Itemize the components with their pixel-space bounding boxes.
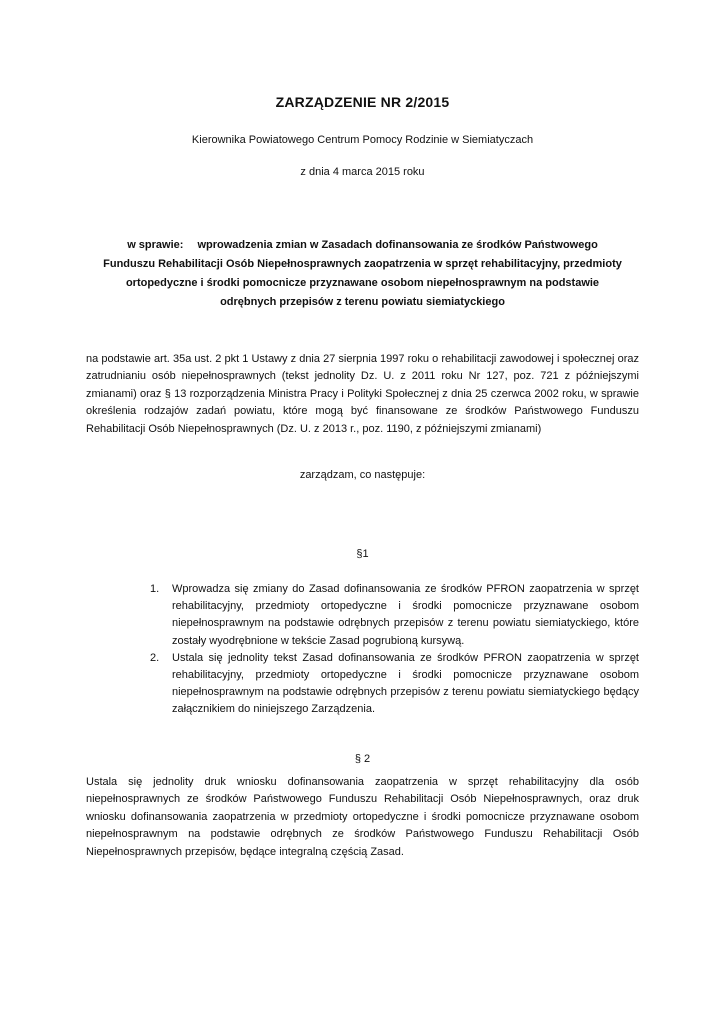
date-line: z dnia 4 marca 2015 roku: [300, 166, 425, 178]
section-1-list: [150, 581, 639, 719]
list-item-number: 1.: [150, 583, 160, 595]
list-item: [150, 650, 639, 719]
document-title: ZARZĄDZENIE NR 2/2015: [275, 94, 450, 110]
section-2-paragraph: Ustala się jednolity druk wniosku dofinansowania zaopatrzenia w sprzęt rehabilitacyjny dla osób niepełnosprawnych ze środków Państwowego Funduszu Rehabilitacji Osób Niepełnosprawnych, oraz druk wniosku dofinansowania zaopatrzenia w przedmioty ortopedyczne i środki pomocnicze przyznawane osobom niepełnosprawnym na podstawie odrębnych ze środków Państwowego Funduszu Rehabilitacji Osób Niepełnosprawnych przepisów, będące integralną częścią Zasad.: [86, 776, 639, 858]
subject-text: wprowadzenia zmian w Zasadach dofinansowania ze środków Państwowego Funduszu Rehabilitacji Osób Niepełnosprawnych zaopatrzenia w sprzęt rehabilitacyjny, przedmioty ortopedyczne i środki pomocnicze przyznawane osobom niepełnosprawnym na podstawie odrębnych przepisów z terenu powiatu siemiatyckiego: [103, 239, 622, 308]
legal-basis-paragraph: na podstawie art. 35a ust. 2 pkt 1 Ustawy z dnia 27 sierpnia 1997 roku o rehabilitacji zawodowej i społecznej oraz zatrudnianiu osób niepełnosprawnych (tekst jednolity Dz. U. z 2011 roku Nr 127, poz. 721 z późniejszymi zmianami) oraz § 13 rozporządzenia Ministra Pracy i Polityki Społecznej z dnia 25 czerwca 2002 roku, w sprawie określenia rodzajów zadań powiatu, które mogą być finansowane ze środków Państwowego Funduszu Rehabilitacji Osób Niepełnosprawnych (Dz. U. z 2013 r., poz. 1190, z późniejszymi zmianami): [86, 353, 639, 435]
section-2-heading: § 2: [354, 753, 371, 765]
subject-label: w sprawie:: [127, 239, 184, 251]
list-item-text: Ustala się jednolity tekst Zasad dofinansowania ze środków PFRON zaopatrzenia w sprzęt rehabilitacyjny, przedmioty ortopedyczne i środki pomocnicze przyznawane osobom niepełnosprawnym na podstawie odrębnych przepisów z terenu powiatu siemiatyckiego będący załącznikiem do niniejszego Zarządzenia.: [172, 651, 639, 716]
subject-block: [100, 236, 625, 312]
list-item: [150, 581, 639, 650]
list-item-text: Wprowadza się zmiany do Zasad dofinansowania ze środków PFRON zaopatrzenia w sprzęt rehabilitacyjny, przedmioty ortopedyczne i środki pomocnicze przyznawane osobom niepełnosprawnym na podstawie odrębnych przepisów z terenu powiatu siemiatyckiego, które zostały wyodrębnione w tekście Zasad pogrubioną kursywą.: [172, 583, 639, 647]
list-item-number: 2.: [150, 651, 160, 664]
issuer-line: Kierownika Powiatowego Centrum Pomocy Rodzinie w Siemiatyczach: [191, 134, 534, 146]
section-1-heading: §1: [356, 548, 369, 560]
decree-phrase: zarządzam, co następuje:: [299, 469, 426, 481]
